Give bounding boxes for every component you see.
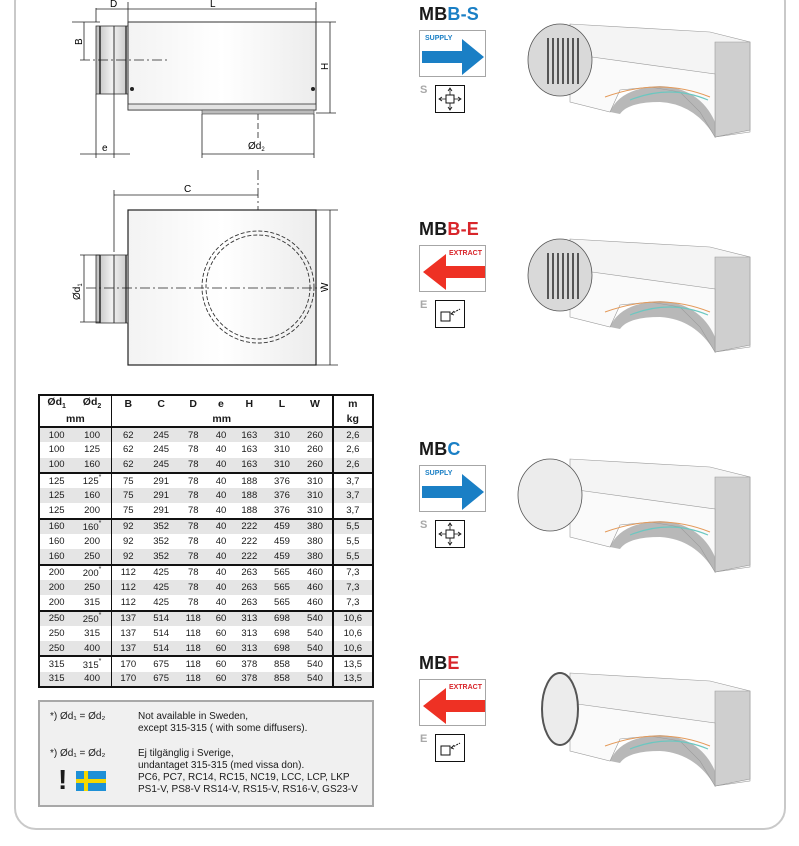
cell-C: 291 (145, 488, 178, 503)
sweden-flag-icon (76, 771, 106, 791)
cell-D: 118 (177, 656, 209, 671)
cell-H: 222 (233, 549, 266, 564)
cell-d1: 315 (39, 672, 73, 687)
cell-D: 78 (177, 549, 209, 564)
col-W: W (298, 395, 332, 411)
four-way-arrows-icon (435, 85, 465, 113)
cell-m: 7,3 (333, 565, 373, 580)
cell-m: 2,6 (333, 427, 373, 442)
cell-L: 310 (274, 444, 290, 456)
cell-d1: 200 (39, 580, 73, 595)
cell-d1: 250 (48, 628, 65, 639)
cell-D: 78 (177, 427, 209, 442)
table-row (39, 656, 373, 671)
cell-D: 118 (177, 672, 209, 687)
cell-B: 62 (111, 427, 145, 442)
cell-d2: 100 (73, 427, 111, 442)
cell-e: 60 (209, 611, 233, 626)
extract-arrow-icon: EXTRACT (419, 679, 486, 726)
cell-B: 170 (111, 672, 145, 687)
cell-d2: 200* (73, 565, 111, 580)
col-H: H (233, 395, 266, 411)
table-row (39, 442, 373, 457)
cell-H: 163 (233, 458, 266, 473)
cell-e: 40 (209, 458, 233, 473)
footnote-marker: * (98, 473, 102, 481)
dim-label-C: C (184, 184, 192, 195)
cell-L: 565 (274, 596, 290, 608)
cell-L: 376 (266, 488, 299, 503)
cell-W: 460 (307, 596, 323, 608)
table-row (39, 473, 373, 488)
cell-d2: 200 (84, 505, 100, 517)
cell-m: 5,5 (333, 534, 373, 549)
cell-d1: 100 (39, 458, 73, 473)
cell-m: 3,7 (333, 473, 373, 488)
dim-label-d2: Ød (248, 141, 262, 152)
cell-d1: 315 (39, 656, 73, 671)
extract-inflow-icon (435, 734, 465, 762)
note-en-line2: except 315-315 ( with some diffusers). (138, 723, 308, 734)
table-row (39, 503, 373, 518)
cell-d2: 315 (84, 596, 100, 608)
cell-B: 112 (111, 580, 145, 595)
product-cutaway-illustration (510, 651, 760, 791)
cell-D: 78 (187, 444, 199, 456)
note-sv-line3: PC6, PC7, RC14, RC15, NC19, LCC, LCP, LKP (138, 772, 350, 783)
footnote-marker: * (98, 565, 102, 573)
cell-C: 425 (145, 580, 178, 595)
cell-B: 75 (111, 488, 145, 503)
cell-d1: 160 (39, 519, 73, 534)
cell-D: 118 (185, 628, 201, 639)
cell-m: 7,3 (333, 595, 373, 610)
col-d2: $Ød_2$ (73, 395, 111, 411)
note-en-key: *) Ød₁ = Ød₂ (50, 711, 106, 722)
product-cutaway-illustration (510, 2, 760, 142)
cell-C: 245 (153, 444, 170, 456)
cell-m: 10,6 (333, 611, 373, 626)
product-title: MBE (419, 653, 460, 673)
cell-C: 514 (145, 641, 178, 656)
extract-arrow-icon: EXTRACT (419, 245, 486, 292)
dimensions-table (38, 394, 374, 688)
cell-d2: 400 (73, 641, 111, 656)
cell-e: 60 (215, 628, 227, 639)
col-m: m (333, 395, 373, 411)
cell-W: 540 (298, 611, 332, 626)
col-L: L (266, 395, 299, 411)
product-title: MBB-S (419, 4, 480, 24)
cell-d2: 400 (73, 672, 111, 687)
cell-d1: 160 (39, 549, 73, 564)
cell-e: 40 (209, 580, 233, 595)
note-sv-key: *) Ød₁ = Ød₂ (50, 748, 106, 759)
cell-H: 263 (233, 580, 266, 595)
cell-e: 40 (209, 565, 233, 580)
cell-W: 540 (298, 656, 332, 671)
cell-d2: 315 (84, 628, 100, 639)
cell-W: 460 (298, 565, 332, 580)
unit-mm-left: mm (39, 411, 111, 427)
cell-e: 40 (209, 519, 233, 534)
cell-d2: 250 (73, 580, 111, 595)
cell-d2: 160 (73, 458, 111, 473)
table-row (39, 534, 373, 549)
table-row (39, 672, 373, 687)
cell-H: 313 (233, 641, 266, 656)
table-row (39, 611, 373, 626)
cell-d2: 315* (73, 656, 111, 671)
cell-d2: 125 (84, 444, 100, 456)
cell-e: 40 (209, 427, 233, 442)
cell-e: 40 (215, 536, 227, 548)
cell-C: 425 (145, 565, 178, 580)
cell-H: 163 (241, 444, 258, 456)
cell-D: 78 (177, 458, 209, 473)
cell-d2: 250* (73, 611, 111, 626)
product-title: MBC (419, 439, 461, 459)
cell-e: 40 (215, 505, 227, 517)
cell-W: 310 (298, 473, 332, 488)
cell-W: 310 (298, 488, 332, 503)
cell-m: 13,5 (333, 672, 373, 687)
cell-m: 5,5 (333, 519, 373, 534)
cell-H: 188 (233, 473, 266, 488)
extract-inflow-icon (435, 300, 465, 328)
cell-d1: 100 (48, 444, 65, 456)
cell-W: 540 (298, 672, 332, 687)
mode-letter: S (420, 519, 428, 531)
cell-L: 376 (274, 505, 290, 517)
dim-label-W: W (320, 282, 331, 292)
cell-H: 263 (233, 565, 266, 580)
cell-e: 60 (209, 656, 233, 671)
cell-e: 40 (209, 473, 233, 488)
product-cutaway-illustration (510, 437, 760, 577)
cell-L: 698 (266, 641, 299, 656)
cell-H: 313 (233, 611, 266, 626)
cell-D: 78 (187, 505, 199, 517)
cell-D: 78 (177, 519, 209, 534)
cell-d1: 160 (48, 536, 65, 548)
cell-d2: 200 (84, 536, 100, 548)
cell-m: 5,5 (333, 549, 373, 564)
table-row (39, 565, 373, 580)
cell-W: 260 (298, 427, 332, 442)
cell-H: 263 (241, 596, 258, 608)
cell-m: 2,6 (333, 458, 373, 473)
note-sv-line4: PS1-V, PS8-V RS14-V, RS15-V, RS16-V, GS23-V (138, 784, 358, 795)
cell-m: 10,6 (333, 626, 373, 641)
dim-label-e: e (102, 143, 108, 154)
cell-D: 78 (187, 536, 199, 548)
cell-L: 376 (266, 473, 299, 488)
cell-W: 380 (307, 536, 323, 548)
table-row (39, 626, 373, 641)
cell-m: 3,7 (333, 488, 373, 503)
notes-box (38, 700, 374, 807)
cell-C: 291 (145, 473, 178, 488)
cell-H: 163 (233, 427, 266, 442)
cell-C: 352 (145, 549, 178, 564)
svg-text:Ød2: $Ød_2$ (248, 141, 265, 153)
cell-W: 540 (298, 641, 332, 656)
cell-L: 459 (274, 536, 290, 548)
table-row (39, 488, 373, 503)
cell-L: 698 (274, 628, 290, 639)
table-row (39, 641, 373, 656)
cell-e: 40 (209, 488, 233, 503)
dim-label-L: L (210, 0, 216, 10)
dim-label-H: H (320, 62, 331, 70)
cell-e: 40 (209, 549, 233, 564)
cell-C: 245 (145, 427, 178, 442)
cell-m: 13,5 (333, 656, 373, 671)
cell-B: 92 (111, 519, 145, 534)
cell-W: 460 (298, 580, 332, 595)
cell-d2: 160 (73, 488, 111, 503)
cell-B: 112 (111, 595, 145, 610)
table-row (39, 427, 373, 442)
cell-H: 188 (233, 488, 266, 503)
cell-W: 380 (298, 549, 332, 564)
product-title: MBB-E (419, 219, 480, 239)
cell-W: 540 (307, 628, 323, 639)
svg-text:Ød1: $Ød_1$ (72, 283, 84, 300)
cell-C: 425 (153, 596, 170, 608)
col-C: C (145, 395, 178, 411)
cell-d1: 125 (39, 488, 73, 503)
cell-C: 245 (145, 458, 178, 473)
cell-C: 514 (153, 628, 170, 639)
cell-H: 222 (233, 519, 266, 534)
product-cutaway-illustration (510, 217, 760, 357)
col-d1: $Ød_1$ (39, 395, 73, 411)
cell-d1: 200 (48, 596, 65, 608)
cell-C: 352 (153, 536, 170, 548)
cell-D: 78 (177, 473, 209, 488)
cell-B: 137 (111, 626, 145, 641)
note-sv-line2: undantaget 315-315 (med vissa don). (138, 760, 305, 771)
supply-arrow-icon: SUPPLY (419, 30, 486, 77)
cell-D: 118 (177, 641, 209, 656)
four-way-arrows-icon (435, 520, 465, 548)
cell-C: 675 (145, 656, 178, 671)
mode-letter: S (420, 84, 428, 96)
cell-D: 78 (177, 488, 209, 503)
cell-C: 514 (145, 611, 178, 626)
cell-B: 92 (111, 549, 145, 564)
footnote-marker: * (98, 519, 102, 527)
table-row (39, 595, 373, 610)
cell-B: 62 (111, 458, 145, 473)
col-D: D (177, 395, 209, 411)
top-view-drawing (60, 170, 360, 380)
cell-L: 310 (266, 458, 299, 473)
cell-L: 565 (266, 580, 299, 595)
cell-B: 75 (111, 503, 145, 518)
cell-C: 291 (153, 505, 170, 517)
cell-B: 75 (111, 473, 145, 488)
mode-letter: E (420, 733, 428, 745)
warning-exclamation-icon: ! (58, 764, 68, 795)
cell-L: 459 (266, 519, 299, 534)
footnote-marker: * (98, 611, 102, 619)
footnote-marker: * (98, 657, 102, 665)
cell-L: 698 (266, 611, 299, 626)
unit-mm-mid: mm (111, 411, 332, 427)
cell-B: 137 (111, 641, 145, 656)
table-row (39, 458, 373, 473)
cell-D: 118 (177, 611, 209, 626)
cell-W: 310 (307, 505, 323, 517)
cell-L: 310 (266, 427, 299, 442)
cell-H: 378 (233, 672, 266, 687)
cell-d1: 125 (48, 505, 65, 517)
cell-B: 92 (111, 534, 145, 549)
cell-m: 2,6 (333, 442, 373, 457)
cell-d1: 200 (39, 565, 73, 580)
table-row (39, 519, 373, 534)
dim-label-B: B (74, 38, 85, 45)
cell-B: 170 (111, 656, 145, 671)
unit-kg: kg (333, 411, 373, 427)
note-sv-line1: Ej tilgänglig i Sverige, (138, 748, 234, 759)
col-e: e (209, 395, 233, 411)
cell-L: 459 (266, 549, 299, 564)
cell-C: 675 (145, 672, 178, 687)
cell-D: 78 (177, 565, 209, 580)
cell-H: 188 (241, 505, 258, 517)
table-row (39, 580, 373, 595)
cell-e: 60 (209, 641, 233, 656)
cell-d1: 100 (39, 427, 73, 442)
cell-H: 222 (241, 536, 258, 548)
dim-label-D: D (110, 0, 118, 10)
side-view-drawing (60, 0, 360, 160)
cell-e: 40 (215, 596, 227, 608)
col-B: B (111, 395, 145, 411)
note-en-line1: Not available in Sweden, (138, 711, 249, 722)
cell-W: 260 (298, 458, 332, 473)
table-row (39, 549, 373, 564)
cell-L: 858 (266, 672, 299, 687)
cell-W: 380 (298, 519, 332, 534)
cell-d2: 250 (73, 549, 111, 564)
cell-B: 137 (111, 611, 145, 626)
cell-W: 260 (307, 444, 323, 456)
cell-D: 78 (177, 580, 209, 595)
cell-C: 352 (145, 519, 178, 534)
cell-d1: 125 (39, 473, 73, 488)
cell-d2: 160* (73, 519, 111, 534)
mode-letter: E (420, 299, 428, 311)
cell-m: 10,6 (333, 641, 373, 656)
cell-e: 40 (215, 444, 227, 456)
dim-label-d1: Ød (72, 286, 83, 300)
cell-m: 7,3 (333, 580, 373, 595)
cell-B: 112 (111, 565, 145, 580)
cell-L: 565 (266, 565, 299, 580)
supply-arrow-icon: SUPPLY (419, 465, 486, 512)
cell-m: 3,7 (333, 503, 373, 518)
cell-e: 60 (209, 672, 233, 687)
cell-D: 78 (187, 596, 199, 608)
cell-d1: 250 (39, 641, 73, 656)
cell-B: 62 (111, 442, 145, 457)
cell-L: 858 (266, 656, 299, 671)
cell-H: 313 (241, 628, 258, 639)
cell-d2: 125* (73, 473, 111, 488)
cell-H: 378 (233, 656, 266, 671)
cell-d1: 250 (39, 611, 73, 626)
